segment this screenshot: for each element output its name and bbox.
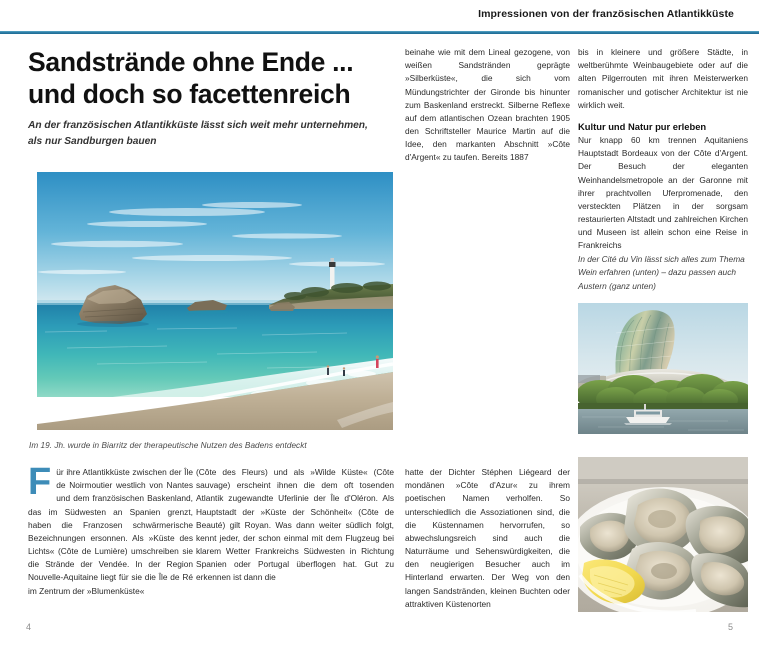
col3-bottom-paragraph: hatte der Dichter Stéphen Liégeard der mondänen »Côte d'Azur« zu ihrem poetischen Namen verholfen. So unterschiedlich die Assoziationen sind, die die Küstennamen hervorrufen, so abwechslungsreich sind auch die Naturräume und Sehenswürdigkeiten, die den neugierigen Besucher auch im Hinterland erwarten. Der Weg von den langen Sandstränden, kleinen Buchten oder attraktiven Küstenorten	[405, 467, 570, 609]
body-column-2	[196, 466, 394, 585]
headline-line-2: und doch so facettenreich	[28, 79, 351, 110]
cite-du-vin-illustration	[578, 303, 748, 434]
photo-reference-note: In der Cité du Vin lässt sich alles zum Thema Wein erfahren (unten) – dazu passen auch Austern (ganz unten)	[578, 253, 745, 291]
cite-du-vin-photo	[578, 303, 748, 434]
standfirst: An der französischen Atlantikküste lässt sich weit mehr unternehmen, als nur Sandburgen bauen	[28, 120, 368, 147]
headline-line-1: Sandstrände ohne Ende ...	[28, 47, 354, 77]
body-column-1	[28, 461, 193, 598]
header-rule	[0, 31, 759, 34]
col2-paragraph: (Côte des Fleurs) und als »Wilde Küste« (Côte sauvage) erscheint ihnen die dem oft tosenden Atlantik zugewandte Uferlinie der Île d'Oléron. Als Hauptstadt der »Küste der Schönheit« (Côte de Beauté) gilt Royan. Was dann weiter südlich folgt, kennt jeder, der schon einmal mit dem Flugzeug bei klarem Wetter Frankreichs Südwesten in Richtung Spanien oder Portugal überflogen hat. Gut zu erkennen ist dann die	[196, 467, 394, 583]
oysters-illustration	[578, 457, 748, 612]
running-head: Impressionen von der französischen Atlantikküste	[478, 8, 734, 20]
body-column-3-top	[405, 46, 570, 165]
page-number-left: 4	[26, 622, 32, 632]
col4-paragraph-1: bis in kleinere und größere Städte, in weltberühmte Weinbaugebiete oder auf die alten Pilgerrouten mit ihren Meisterwerken romanischer und gotischer Architektur ist nie wirklich weit.	[578, 47, 748, 110]
body-column-4	[578, 46, 748, 293]
section-subhead-kultur-und-natur: Kultur und Natur pur erleben	[578, 120, 707, 132]
col4-paragraph-2: Nur knapp 60 km trennen Aquitaniens Hauptstadt Bordeaux von der Côte d'Argent. Der Besuch der eleganten Weinhandelsmetropole an der Garonne mit ihrer prachtvollen Uferpromenade, den versteckten Plätzen in der sorgsam restaurierten Altstadt und zahlreichen Kirchen und Museen ist allein schon eine Reise in Frankreichs	[578, 135, 748, 251]
beach-illustration	[37, 172, 393, 430]
drop-cap: F	[28, 461, 52, 503]
oyster-photo	[578, 457, 748, 612]
page-title	[28, 46, 400, 111]
col3-paragraph: beinahe wie mit dem Lineal gezogene, von weißen Sandstränden geprägte »Silberküste«, die sich vom Mündungstrichter der Gironde bis hinunter zum Baskenland erstreckt. Silberne Reflexe auf dem atlantischen Ozean brachten 1905 den Schriftsteller Maurice Martin auf die Idee, den markanten Abschnitt »Côte d'Argent« zu taufen. Bereits 1887	[405, 47, 570, 163]
col1-paragraph: ür ihre Atlantikküste zwischen der Île de Noirmoutier westlich von Nantes und dem französischen Baskenland, das im Südwesten an Spanien grenzt, haben die Franzosen schwärmerische Bezeichnungen ersonnen. Als »Küste des Lichts« (Côte de Lumière) umschreiben sie die Strände der Vendée. In der Region Nouvelle-Aquitaine liegt für sie die Île de Ré im Zentrum der »Blumenküste«	[28, 467, 193, 596]
body-column-3-bottom	[405, 466, 570, 611]
main-photo-caption: Im 19. Jh. wurde in Biarritz der therapeutische Nutzen des Badens entdeckt	[29, 441, 307, 450]
page-number-right: 5	[727, 622, 733, 632]
main-photo	[37, 172, 393, 430]
